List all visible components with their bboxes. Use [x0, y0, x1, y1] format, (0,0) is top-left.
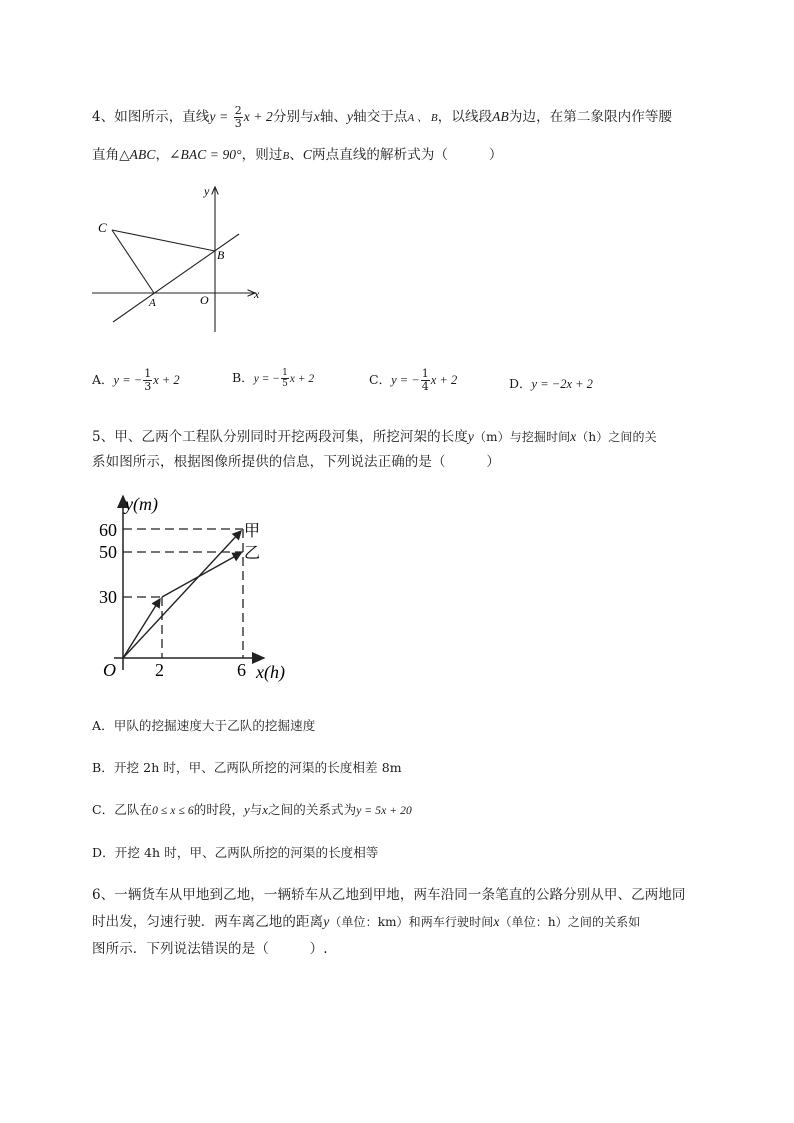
option-pre: y = −: [391, 373, 420, 387]
option-frac-num: 1: [421, 367, 429, 380]
q4-option-a[interactable]: [92, 368, 180, 393]
q4-point-c: C: [302, 147, 313, 162]
q5-text-2: （m）与挖掘时间: [473, 430, 571, 444]
q4-l2-text-3: 两点直线的解析式为（ ）: [312, 147, 503, 163]
q4-var-y: y: [347, 109, 354, 124]
option-fraction: [421, 368, 430, 393]
q4-text-3: 轴、: [319, 109, 348, 125]
q4-label-b: B: [217, 248, 225, 262]
q4-seg-ca: [112, 230, 154, 293]
q4-label-o: O: [200, 293, 209, 307]
q6-line-3: 图所示．下列说法错误的是（ ）.: [92, 941, 328, 957]
q5-text-3: （h）之间的关: [576, 430, 657, 444]
q4-text-5: ，以线段: [437, 109, 493, 125]
q4-option-d[interactable]: [509, 374, 593, 392]
q5-var-x: x: [570, 429, 577, 444]
q5-var-y: y: [467, 429, 474, 444]
q4-label-y: y: [204, 184, 210, 198]
q4-fraction: [234, 105, 243, 130]
option-frac-den: 3: [144, 380, 152, 393]
q5-optc-text: C．乙队在: [92, 802, 153, 817]
q5-ylabel: y(m): [125, 494, 158, 514]
q4-l2-sep: 、: [289, 147, 303, 163]
q5-series-yi-seg1: [123, 599, 160, 658]
q5-xtick-6: 6: [237, 660, 246, 680]
q4-frac-den: 3: [234, 117, 242, 130]
q5-option-d[interactable]: D．开挖 4h 时，甲、乙两队所挖的河渠的长度相等: [92, 845, 379, 860]
q4-frac-num: 2: [234, 104, 242, 117]
q4-text-2: 分别与: [272, 109, 314, 125]
q6-line-2: [92, 910, 640, 930]
q5-optc-eq: y = 5x + 20: [356, 805, 412, 817]
q4-segment: AB: [492, 109, 509, 124]
q4-text-6: 为边，在第二象限内作等腰: [508, 109, 673, 125]
q4-text-4: 轴交于点: [353, 109, 408, 125]
option-post: x + 2: [289, 373, 315, 385]
q4-angle: ∠BAC = 90°: [169, 147, 242, 162]
q5-optc-var-y: y: [244, 803, 250, 817]
option-post: x + 2: [153, 373, 180, 387]
option-letter: C．: [369, 372, 392, 387]
q6-var-x: x: [493, 914, 500, 929]
option-frac-num: 1: [282, 368, 288, 378]
option-fraction: [143, 368, 152, 393]
option-letter: B．: [232, 370, 254, 385]
option-frac-den: 5: [282, 379, 288, 389]
q5-optc-text-4: 之间的关系式为: [268, 802, 357, 817]
q5-optc-text-2: 的时段，: [193, 802, 245, 817]
option-pre: y = −: [253, 373, 281, 385]
q4-label-x: x: [254, 287, 260, 301]
q5-series-jia: [123, 531, 241, 658]
q4-line-1: [92, 105, 672, 130]
q5-option-a[interactable]: A．甲队的挖掘速度大于乙队的挖掘速度: [92, 718, 316, 733]
q5-xlabel: x(h): [256, 662, 285, 682]
option-frac-den: 4: [421, 380, 429, 393]
option-pre: y = −2x + 2: [531, 377, 593, 391]
q4-triangle: △ABC: [119, 147, 156, 162]
q6-text-2: （单位：km）和两车行驶时间: [329, 915, 494, 929]
q4-option-c[interactable]: [369, 368, 457, 393]
q5-xtick-2: 2: [155, 660, 164, 680]
q4-var-x: x: [313, 109, 320, 124]
q4-point-b: B: [282, 150, 290, 162]
q5-ytick-30: 30: [99, 587, 117, 607]
option-frac-num: 1: [144, 367, 152, 380]
q4-figure: [88, 180, 278, 340]
q5-optc-var-x: x: [262, 803, 269, 817]
q5-text: 5、甲、乙两个工程队分别同时开挖两段河集，所挖河架的长度: [92, 429, 468, 445]
q5-origin: O: [103, 660, 116, 680]
q5-option-b[interactable]: B．开挖 2h 时，甲、乙两队所挖的河渠的长度相差 8m: [92, 760, 402, 775]
option-letter: D．: [509, 376, 532, 391]
q5-option-c[interactable]: [92, 800, 412, 818]
q6-text-3: （单位：h）之间的关系如: [499, 915, 641, 929]
q4-line-2: [92, 143, 502, 163]
q4-seg-cb: [112, 230, 215, 251]
q5-series-yi-seg2: [162, 553, 241, 597]
q4-l2-text: 直角: [92, 147, 120, 163]
q4-l2-text-2: ，则过: [241, 147, 283, 163]
q6-text: 时出发，匀速行驶．两车离乙地的距离: [92, 914, 324, 930]
q5-line-1: [92, 425, 657, 445]
q4-option-b[interactable]: [232, 368, 314, 389]
q5-ytick-50: 50: [99, 542, 117, 562]
q5-label-yi: 乙: [244, 545, 261, 562]
q4-text: 4、如图所示，直线: [92, 109, 210, 125]
q4-label-c: C: [98, 220, 107, 235]
q5-graph: [92, 490, 302, 690]
option-post: x + 2: [430, 373, 458, 387]
q4-eq-y: y =: [209, 109, 229, 124]
q4-eq-tail: x + 2: [243, 109, 273, 124]
q4-l2-comma: ，: [155, 147, 170, 163]
q5-optc-text-3: 与: [249, 802, 263, 817]
q5-line-2: 系如图所示，根据图像所提供的信息，下列说法正确的是（ ）: [92, 454, 500, 470]
q4-label-a: A: [149, 297, 156, 309]
option-letter: A．: [92, 372, 114, 387]
q5-label-jia: 甲: [244, 523, 261, 540]
q5-ytick-60: 60: [99, 520, 117, 540]
option-fraction: [281, 368, 289, 389]
q6-var-y: y: [323, 914, 330, 929]
q4-points: A 、 B: [407, 112, 438, 124]
option-pre: y = −: [113, 373, 143, 387]
q6-line-1: 6、一辆货车从甲地到乙地，一辆轿车从乙地到甲地，两车沿同一条笔直的公路分别从甲、乙两地同: [92, 887, 686, 903]
q5-optc-range: 0 ≤ x ≤ 6: [152, 805, 194, 817]
